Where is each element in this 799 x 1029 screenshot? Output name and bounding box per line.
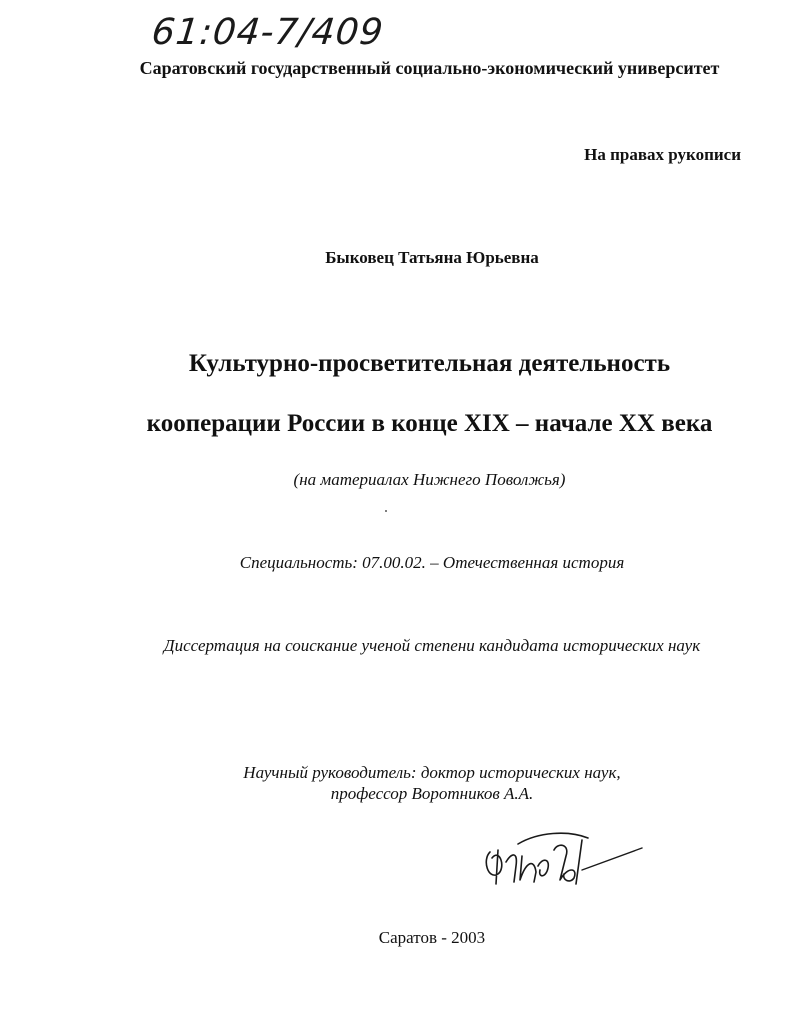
dissertation-subtitle: (на материалах Нижнего Поволжья) bbox=[293, 470, 566, 489]
specialty-line: Специальность: 07.00.02. – Отечественная история bbox=[239, 553, 625, 572]
author-name: Быковец Татьяна Юрьевна bbox=[325, 248, 539, 267]
university-name: Саратовский государственный социально-экономический университет bbox=[139, 58, 720, 78]
city-and-year: Саратов - 2003 bbox=[378, 928, 486, 947]
dissertation-title-line-1: Культурно-просветительная деятельность bbox=[188, 350, 671, 377]
advisor-line-2: профессор Воротников А.А. bbox=[330, 784, 534, 803]
manuscript-rights-note: На правах рукописи bbox=[584, 145, 741, 164]
advisor-line-1: Научный руководитель: доктор исторических наук, bbox=[243, 763, 621, 782]
handwritten-signature bbox=[478, 822, 648, 892]
handwritten-archive-number: 61:04-7/409 bbox=[149, 12, 386, 53]
scan-speck bbox=[385, 510, 387, 512]
dissertation-title-line-2: кооперации России в конце XIX – начале XX века bbox=[146, 410, 713, 437]
degree-statement: Диссертация на соискание ученой степени кандидата исторических наук bbox=[163, 636, 701, 655]
